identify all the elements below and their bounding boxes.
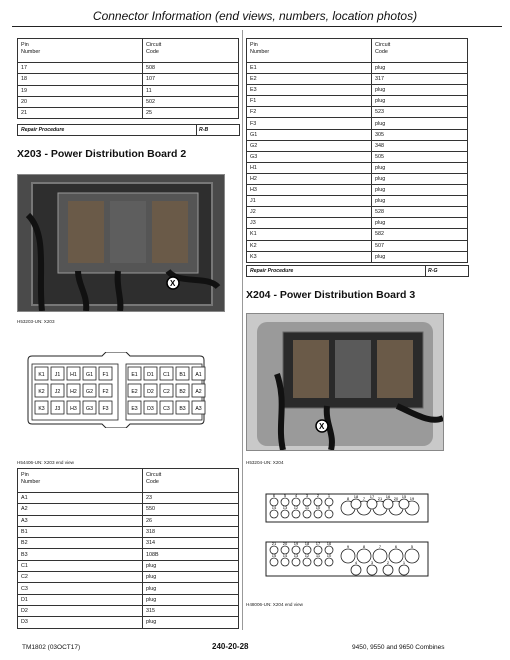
circuit-code-cell: plug [372,96,468,107]
circuit-code-cell: 582 [372,229,468,240]
cavity-label: J2 [54,388,61,395]
connector-cavity [386,549,403,565]
cavity-label: 5 [410,544,414,549]
cavity-label: 4 [354,560,358,565]
cavity-label: 7 [362,496,366,501]
connector-cavity [399,499,409,509]
table-row [18,85,239,96]
connector-cavity [292,510,300,518]
connector-cavity [270,558,278,566]
cavity-label: 5 [283,493,287,498]
pin-number-cell: D3 [18,617,143,628]
pin-number-cell: 17 [18,63,143,74]
cavity-label: B2 [179,388,186,395]
circuit-code-cell: 107 [143,74,239,85]
connector-cavity [314,558,322,566]
pin-table-right [246,38,468,263]
circuit-code-cell: 507 [372,240,468,251]
cavity-label: D2 [147,388,154,395]
table-row [18,74,239,85]
pin-number-cell: A3 [18,515,143,526]
cavity-label: K3 [38,405,45,412]
circuit-code-cell: 305 [372,129,468,140]
cavity-label: 9 [327,505,331,510]
cavity-label: 12 [304,553,310,558]
connector-cavity [354,549,371,565]
cavity-label: J1 [54,371,61,378]
pin-number-cell: H1 [247,162,372,173]
cavity-label: 10 [326,553,332,558]
col-circuit-code: Circuit Code [143,469,239,493]
diagram-x203-end-view [26,352,206,428]
table-row [18,538,239,549]
circuit-code-cell: 523 [372,107,468,118]
photo-x203 [17,174,225,312]
cavity-label: 14 [282,553,288,558]
col-pin-number: Pin Number [18,39,143,63]
photo-x204 [246,313,444,451]
table-row [18,560,239,571]
pin-number-cell: E2 [247,74,372,85]
connector-cavity [325,558,333,566]
cavity-label: 17 [315,541,321,546]
connector-cavity [383,499,393,509]
pin-number-cell: B2 [18,538,143,549]
cavity-label: 14 [271,505,277,510]
page-header-title: Connector Information (end views, numbers, location photos) [92,9,418,23]
pin-number-cell: H3 [247,185,372,196]
table-row [18,572,239,583]
caption-photo-x204: H53204-UN: X204 [246,460,284,465]
cavity-label: 10 [315,505,321,510]
circuit-code-cell: plug [372,196,468,207]
connector-cavity [399,565,409,575]
table-row [247,129,468,140]
pin-number-cell: F2 [247,107,372,118]
cavity-label: B1 [179,371,186,378]
pin-number-cell: G3 [247,151,372,162]
circuit-code-cell: plug [143,617,239,628]
table-row [247,240,468,251]
cavity-label: 11 [304,505,310,510]
table-row [18,605,239,616]
diagram-x204-end-view [262,484,432,580]
table-row [247,173,468,184]
circuit-code-cell: 502 [143,96,239,107]
cavity-label: 6 [394,544,398,549]
cavity-label: C2 [163,388,170,395]
cavity-label: C1 [163,371,170,378]
circuit-code-cell: plug [372,251,468,262]
table-row [18,515,239,526]
connector-cavity [341,549,355,563]
cavity-label: 18 [353,494,359,499]
cavity-label: 17 [369,494,375,499]
table-row [18,594,239,605]
cavity-label: C3 [163,405,170,412]
cavity-label: 3 [370,560,374,565]
col-pin-number: Pin Number [18,469,143,493]
cavity-label: 4 [294,493,298,498]
circuit-code-cell: 23 [143,493,239,504]
circuit-code-cell: 317 [372,74,468,85]
circuit-code-cell: 318 [143,526,239,537]
cavity-label: H3 [70,405,77,412]
footer-doc-number: TM1802 (03OCT17) [22,644,81,651]
circuit-code-cell: 11 [143,85,239,96]
connector-cavity [383,565,393,575]
pin-number-cell: E3 [247,85,372,96]
col-circuit-code: Circuit Code [143,39,239,63]
circuit-code-cell: plug [143,583,239,594]
pin-table-top-left [17,38,239,119]
cavity-label: 19 [293,541,299,546]
pin-number-cell: K3 [247,251,372,262]
pin-number-cell: F1 [247,96,372,107]
table-row [247,107,468,118]
cavity-label: 19 [409,496,415,501]
pin-number-cell: K2 [247,240,372,251]
circuit-code-cell: plug [143,560,239,571]
table-row [247,118,468,129]
repair-procedure-right [246,265,469,277]
connector-cavity [303,558,311,566]
circuit-code-cell: 314 [143,538,239,549]
table-row [247,185,468,196]
circuit-code-cell: 25 [143,108,239,119]
connector-cavity [367,499,377,509]
cavity-label: 8 [362,544,366,549]
cavity-label: 13 [293,553,299,558]
table-row [18,63,239,74]
cavity-label: 2 [386,560,390,565]
cavity-label: K2 [38,388,45,395]
circuit-code-cell: plug [372,218,468,229]
caption-x204-end-view: H48006-UN: X204 end view [246,602,303,607]
circuit-code-cell: plug [143,594,239,605]
cavity-label: G2 [86,388,93,395]
connector-cavity [370,549,387,565]
connector-cavity [367,565,377,575]
caption-x203-end-view: H54406-UN: X203 end view [17,460,74,465]
cavity-label: 11 [315,553,321,558]
cavity-label: 7 [378,544,382,549]
cavity-label: G1 [86,371,93,378]
table-row [18,493,239,504]
pin-number-cell: 18 [18,74,143,85]
pin-number-cell: A2 [18,504,143,515]
table-row [18,96,239,107]
pin-number-cell: A1 [18,493,143,504]
cavity-label: G3 [86,405,93,412]
cavity-label: 20 [393,496,399,501]
table-row [18,526,239,537]
table-row [247,251,468,262]
table-row [18,108,239,119]
table-row [18,583,239,594]
header-rule [12,26,502,27]
table-row [247,74,468,85]
circuit-code-cell: plug [143,572,239,583]
circuit-code-cell: plug [372,162,468,173]
pin-number-cell: C1 [18,560,143,571]
cavity-label: A3 [195,405,202,412]
connector-cavity [303,510,311,518]
cavity-label: 12 [293,505,299,510]
col-circuit-code: Circuit Code [372,39,468,63]
section-title-x204: X204 - Power Distribution Board 3 [246,289,416,301]
pin-number-cell: 20 [18,96,143,107]
table-row [247,96,468,107]
pin-number-cell: C3 [18,583,143,594]
pin-number-cell: B3 [18,549,143,560]
column-divider [242,30,243,630]
connector-cavity [281,558,289,566]
pin-number-cell: D2 [18,605,143,616]
pin-number-cell: C2 [18,572,143,583]
cavity-label: 13 [282,505,288,510]
cavity-label: F3 [102,405,109,412]
repair-label: Repair Procedure [21,127,65,133]
pin-table-bottom-left [17,468,239,629]
cavity-label: F1 [102,371,109,378]
photo-x203-marker: X [170,279,176,288]
pin-number-cell: F3 [247,118,372,129]
circuit-code-cell: plug [372,185,468,196]
pin-number-cell: E1 [247,63,372,74]
cavity-label: A2 [195,388,202,395]
table-row [247,151,468,162]
cavity-label: 15 [401,494,407,499]
repair-value: R-B [196,125,208,135]
cavity-label: F2 [102,388,109,395]
circuit-code-cell: plug [372,118,468,129]
circuit-code-cell: plug [372,85,468,96]
pin-number-cell: H2 [247,173,372,184]
col-pin-number: Pin Number [247,39,372,63]
cavity-label: B3 [179,405,186,412]
section-title-x203: X203 - Power Distribution Board 2 [17,148,187,160]
circuit-code-cell: 528 [372,207,468,218]
cavity-label: 16 [326,541,332,546]
pin-number-cell: J1 [247,196,372,207]
cavity-label: H2 [70,388,77,395]
repair-value: R-G [425,266,438,276]
pin-number-cell: G1 [247,129,372,140]
cavity-label: 9 [346,544,350,549]
connector-cavity [314,510,322,518]
circuit-code-cell: 508 [143,63,239,74]
connector-cavity [402,549,419,565]
cavity-label: 16 [385,494,391,499]
repair-label: Repair Procedure [250,268,294,274]
table-row [18,549,239,560]
circuit-code-cell: 315 [143,605,239,616]
circuit-code-cell: 550 [143,504,239,515]
cavity-label: 18 [304,541,310,546]
table-row [247,229,468,240]
pin-number-cell: D1 [18,594,143,605]
cavity-label: 6 [272,493,276,498]
cavity-label: A1 [195,371,202,378]
connector-cavity [351,565,361,575]
cavity-label: 21 [271,541,277,546]
pin-number-cell: B1 [18,526,143,537]
circuit-code-cell: 26 [143,515,239,526]
table-row [247,63,468,74]
cavity-label: 3 [305,493,309,498]
table-row [18,617,239,628]
cavity-label: E3 [131,405,138,412]
cavity-label: D3 [147,405,154,412]
pin-number-cell: 21 [18,108,143,119]
connector-cavity [325,510,333,518]
footer-model-list: 9450, 9550 and 9650 Combines [352,644,445,651]
cavity-label: J3 [54,405,61,412]
circuit-code-cell: 505 [372,151,468,162]
pin-number-cell: 19 [18,85,143,96]
photo-x204-marker: X [319,422,325,431]
table-row [247,162,468,173]
cavity-label: 1 [402,560,406,565]
circuit-code-cell: plug [372,63,468,74]
cavity-label: 8 [346,496,350,501]
pin-number-cell: J2 [247,207,372,218]
table-row [247,218,468,229]
connector-cavity [351,499,361,509]
cavity-label: H1 [70,371,77,378]
table-row [247,196,468,207]
cavity-label: E2 [131,388,138,395]
connector-cavity [270,510,278,518]
cavity-label: D1 [147,371,154,378]
cavity-label: 1 [327,493,331,498]
connector-cavity [281,510,289,518]
pin-number-cell: J3 [247,218,372,229]
cavity-label: K1 [38,371,45,378]
cavity-label: 21 [377,496,383,501]
caption-photo-x203: H53203-UN: X203 [17,319,55,324]
table-row [247,207,468,218]
footer-page-number: 240-20-28 [212,642,249,651]
circuit-code-cell: plug [372,173,468,184]
cavity-label: 15 [271,553,277,558]
table-row [18,504,239,515]
circuit-code-cell: 348 [372,140,468,151]
table-row [247,140,468,151]
table-row [247,85,468,96]
connector-cavity [292,558,300,566]
repair-procedure-left [17,124,240,136]
circuit-code-cell: 108B [143,549,239,560]
cavity-label: 2 [316,493,320,498]
pin-number-cell: K1 [247,229,372,240]
pin-number-cell: G2 [247,140,372,151]
cavity-label: E1 [131,371,138,378]
cavity-label: 20 [282,541,288,546]
